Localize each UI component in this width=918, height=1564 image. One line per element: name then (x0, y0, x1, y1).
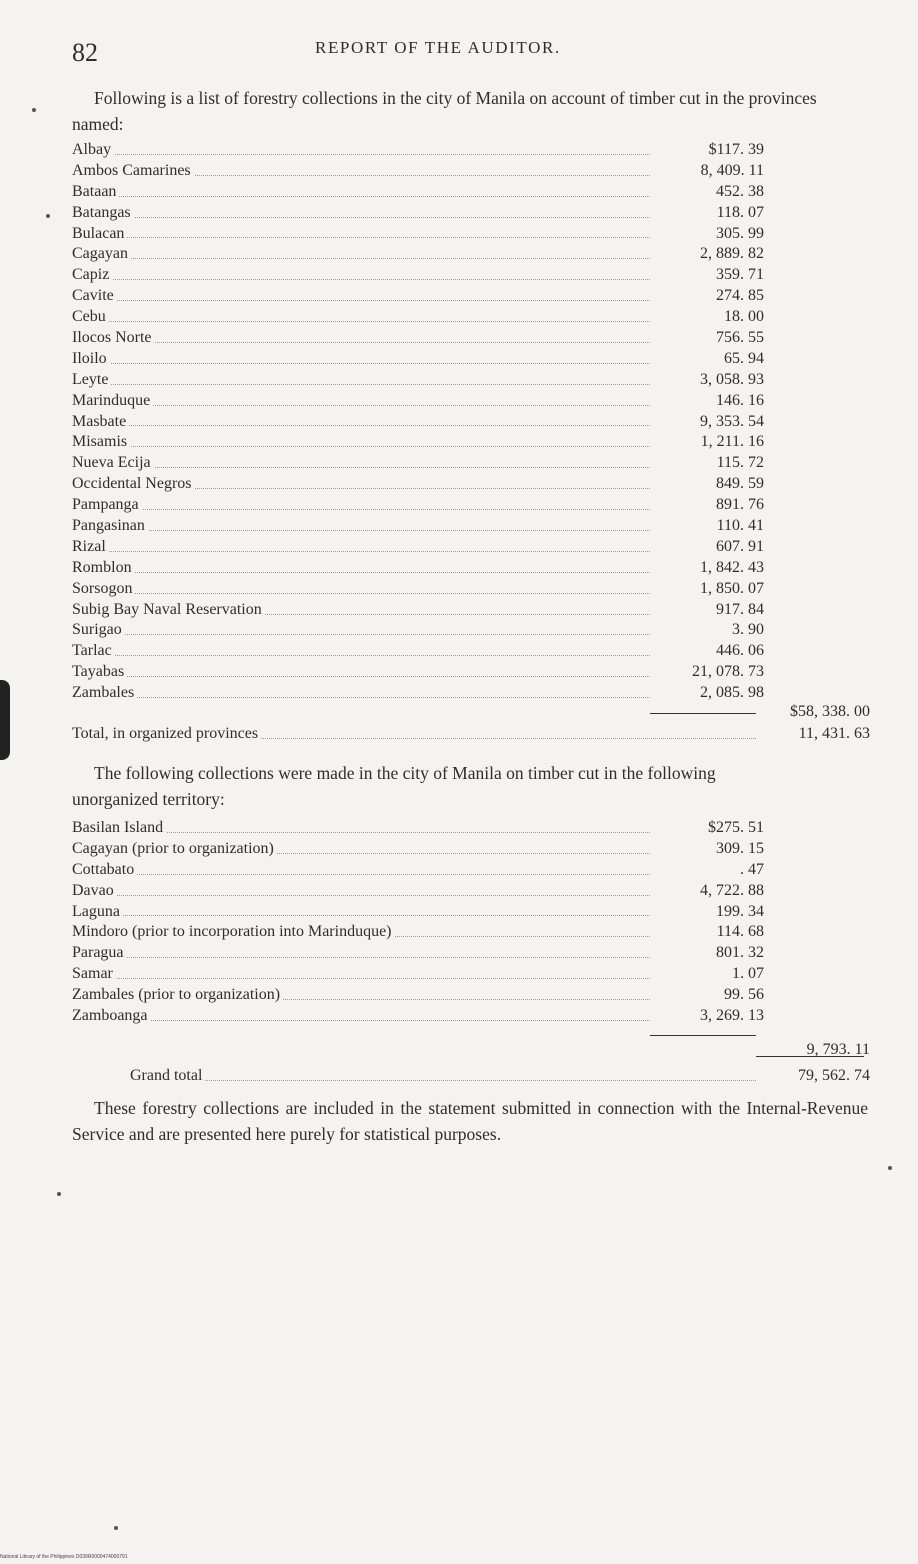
province-row (72, 286, 870, 307)
intro-paragraph (72, 85, 872, 137)
row-label: Laguna (72, 902, 650, 923)
territory-row (72, 964, 870, 985)
province-row (72, 370, 870, 391)
total-organized-label: Total, in organized provinces (72, 724, 756, 745)
closing-text: These forestry collections are included in the statement submitted in connection with the Internal-Revenue Service and are presented here purely for statistical purposes. (72, 1098, 868, 1144)
row-label: Basilan Island (72, 818, 650, 839)
row-label: Tarlac (72, 641, 650, 662)
row-amount: 1, 842. 43 (700, 558, 764, 576)
row-label: Romblon (72, 558, 650, 579)
row-amount: 3. 90 (732, 621, 764, 639)
row-amount: 756. 55 (716, 329, 764, 347)
grand-total-rule (756, 1056, 864, 1057)
territory-row (72, 839, 870, 860)
row-amount: 110. 41 (716, 517, 764, 535)
territory-row (72, 860, 870, 881)
row-amount: 9, 353. 54 (700, 412, 764, 430)
grand-total-row (72, 1066, 870, 1087)
row-amount: 849. 59 (716, 475, 764, 493)
territory-row (72, 902, 870, 923)
row-label: Capiz (72, 265, 650, 286)
province-row (72, 224, 870, 245)
page-number: 82 (72, 38, 98, 67)
row-amount: 115. 72 (716, 454, 764, 472)
row-label: Bulacan (72, 224, 650, 245)
row-amount: 452. 38 (716, 182, 764, 200)
row-label: Sorsogon (72, 579, 650, 600)
scan-speck (46, 214, 50, 218)
province-row (72, 662, 870, 683)
territory-row (72, 985, 870, 1006)
row-label: Subig Bay Naval Reservation (72, 600, 650, 621)
province-row (72, 265, 870, 286)
province-row (72, 600, 870, 621)
province-row (72, 161, 870, 182)
territory-row (72, 1006, 870, 1027)
province-row (72, 140, 870, 161)
row-amount: 359. 71 (716, 266, 764, 284)
row-label: Occidental Negros (72, 474, 650, 495)
province-row (72, 244, 870, 265)
province-row (72, 307, 870, 328)
unorganized-intro-paragraph (72, 760, 772, 812)
row-label: Ambos Camarines (72, 161, 650, 182)
row-amount: 309. 15 (716, 839, 764, 857)
row-label: Bataan (72, 182, 650, 203)
unorganized-subtotal-value: 9, 793. 11 (806, 1041, 870, 1058)
scan-speck (888, 1166, 892, 1170)
unorganized-subtotal-row (72, 1040, 870, 1061)
row-amount: 2, 889. 82 (700, 245, 764, 263)
total-organized-value: 11, 431. 63 (798, 725, 870, 742)
province-row (72, 203, 870, 224)
row-label: Zamboanga (72, 1006, 650, 1027)
territory-row (72, 943, 870, 964)
row-label: Misamis (72, 432, 650, 453)
province-row (72, 516, 870, 537)
row-label: Pampanga (72, 495, 650, 516)
scan-footer-note: National Library of the Philippines D039R0000474000791 (0, 1554, 128, 1560)
province-row (72, 349, 870, 370)
row-amount: 21, 078. 73 (692, 663, 764, 681)
row-label: Mindoro (prior to incorporation into Marinduque) (72, 922, 650, 943)
province-row (72, 641, 870, 662)
row-label: Pangasinan (72, 516, 650, 537)
row-label: Rizal (72, 537, 650, 558)
province-row (72, 432, 870, 453)
row-amount: 65. 94 (724, 349, 764, 367)
organized-subtotal-row (72, 702, 870, 723)
organized-subtotal-value: $58, 338. 00 (790, 703, 870, 720)
row-label: Albay (72, 140, 650, 161)
row-label: Nueva Ecija (72, 453, 650, 474)
row-amount: 199. 34 (716, 902, 764, 920)
row-amount: 917. 84 (716, 600, 764, 618)
row-amount: 1, 211. 16 (700, 433, 764, 451)
row-label: Cottabato (72, 860, 650, 881)
province-row (72, 391, 870, 412)
intro-text: Following is a list of forestry collections in the city of Manila on account of timber cut in the provinces named: (72, 88, 817, 134)
grand-total-label: Grand total (130, 1066, 756, 1087)
province-row (72, 474, 870, 495)
row-amount: 1. 07 (732, 965, 764, 983)
row-label: Cagayan (72, 244, 650, 265)
row-label: Batangas (72, 203, 650, 224)
row-amount: 305. 99 (716, 224, 764, 242)
row-amount: 2, 085. 98 (700, 684, 764, 702)
territory-row (72, 818, 870, 839)
row-label: Masbate (72, 412, 650, 433)
row-label: Marinduque (72, 391, 650, 412)
province-row (72, 558, 870, 579)
row-label: Ilocos Norte (72, 328, 650, 349)
row-label: Zambales (prior to organization) (72, 985, 650, 1006)
unorganized-intro-text: The following collections were made in the city of Manila on timber cut in the following unorganized territory: (72, 763, 716, 809)
row-label: Samar (72, 964, 650, 985)
row-amount: 4, 722. 88 (700, 881, 764, 899)
province-row (72, 620, 870, 641)
row-amount: 607. 91 (716, 537, 764, 555)
scan-speck (114, 1526, 118, 1530)
scan-speck (32, 108, 36, 112)
row-amount: 18. 00 (724, 308, 764, 326)
row-label: Surigao (72, 620, 650, 641)
organized-total-row (72, 724, 870, 745)
province-row (72, 328, 870, 349)
row-label: Paragua (72, 943, 650, 964)
row-amount: 801. 32 (716, 944, 764, 962)
row-label: Cagayan (prior to organization) (72, 839, 650, 860)
row-amount: 8, 409. 11 (700, 161, 764, 179)
row-amount: $117. 39 (708, 141, 764, 158)
province-row (72, 683, 870, 704)
row-label: Cebu (72, 307, 650, 328)
territory-row (72, 922, 870, 943)
row-label: Davao (72, 881, 650, 902)
row-amount: 3, 269. 13 (700, 1007, 764, 1025)
row-amount: 146. 16 (716, 391, 764, 409)
province-row (72, 453, 870, 474)
row-amount: 274. 85 (716, 287, 764, 305)
province-row (72, 412, 870, 433)
row-amount: 118. 07 (716, 203, 764, 221)
province-row (72, 579, 870, 600)
organized-provinces-table (72, 140, 870, 704)
row-label: Tayabas (72, 662, 650, 683)
grand-total-value: 79, 562. 74 (798, 1067, 870, 1084)
row-label: Leyte (72, 370, 650, 391)
unorganized-territory-table (72, 818, 870, 1027)
row-label: Iloilo (72, 349, 650, 370)
row-label: Cavite (72, 286, 650, 307)
territory-row (72, 881, 870, 902)
row-amount: 99. 56 (724, 986, 764, 1004)
scan-speck (57, 1192, 61, 1196)
province-row (72, 537, 870, 558)
row-amount: 114. 68 (716, 923, 764, 941)
page-edge-shadow (0, 680, 10, 760)
row-amount: 446. 06 (716, 642, 764, 660)
row-amount: 3, 058. 93 (700, 370, 764, 388)
row-amount: $275. 51 (708, 819, 764, 836)
row-label: Zambales (72, 683, 650, 704)
row-amount: 891. 76 (716, 496, 764, 514)
running-head: REPORT OF THE AUDITOR. (315, 38, 561, 57)
province-row (72, 495, 870, 516)
subtotal-rule (650, 1035, 756, 1036)
province-row (72, 182, 870, 203)
closing-paragraph (72, 1095, 868, 1147)
row-amount: 1, 850. 07 (700, 579, 764, 597)
row-amount: . 47 (740, 860, 764, 878)
